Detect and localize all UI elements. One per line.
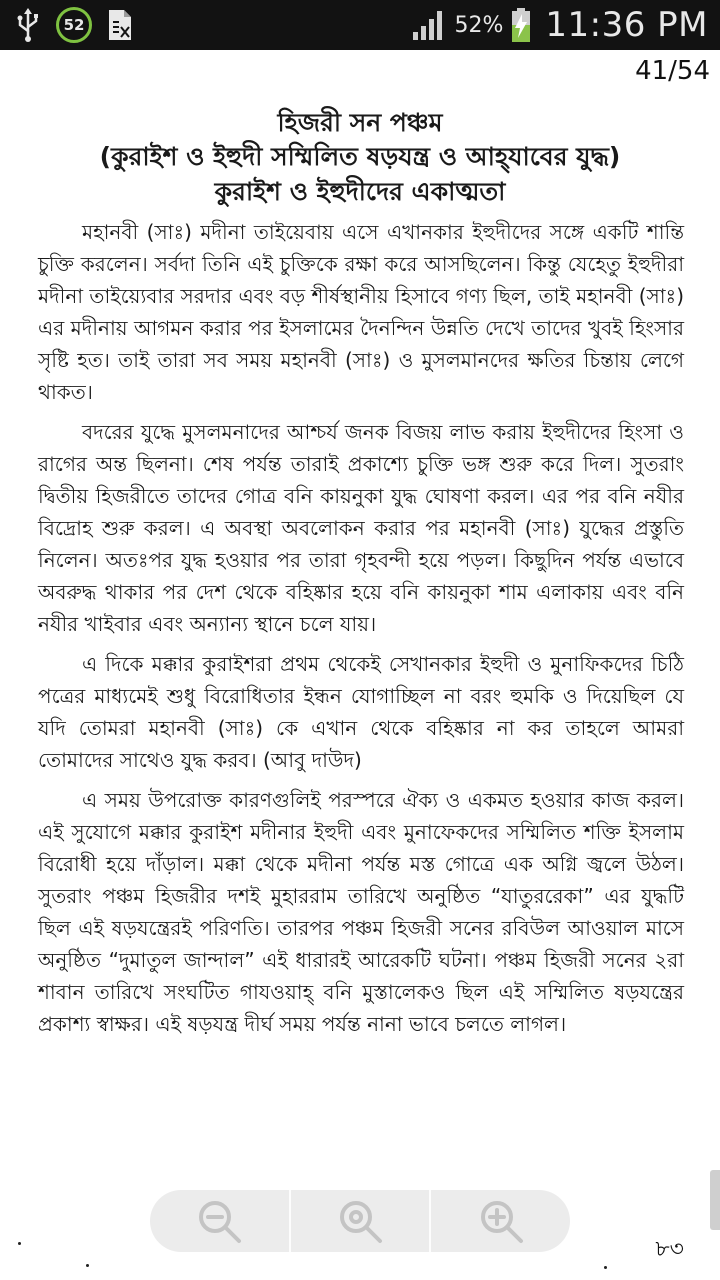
zoom-out-icon <box>193 1195 245 1247</box>
page-indicator: 41/54 <box>635 56 710 86</box>
scan-speck <box>604 1266 607 1269</box>
zoom-controls <box>150 1190 570 1252</box>
usb-icon <box>14 7 42 43</box>
document-page <box>0 96 720 210</box>
section-heading: কুরাইশ ও ইহুদীদের একাত্মতা <box>214 177 506 206</box>
paragraph: এ দিকে মক্কার কুরাইশরা প্রথম থেকেই সেখানকার ইহুদী ও মুনাফিকদের চিঠি পত্রের মাধ্যমেই শুধু বিরোধিতার ইন্ধন যোগাচ্ছিল না বরং হুমকি ও দিয়েছিল যে যদি তোমরা মহানবী (সাঃ) কে এখান থেকে বহিষ্কার না কর তাহলে আমরা তোমাদের সাথেও যুদ্ধ করব। (আবু দাউদ) <box>38 652 684 772</box>
battery-percent: 52% <box>454 12 504 38</box>
printed-page-number: ৮৩ <box>655 1237 684 1262</box>
download-badge-icon <box>56 7 92 43</box>
scan-speck <box>86 1264 89 1267</box>
notification-icons <box>14 6 134 44</box>
clock: 11:36 PM <box>545 5 708 45</box>
scroll-handle[interactable] <box>710 1170 720 1230</box>
chapter-subtitle: (কুরাইশ ও ইহুদী সম্মিলিত ষড়যন্ত্র ও আহ্‌যাবের যুদ্ধ) <box>99 142 621 171</box>
chapter-title: হিজরী সন পঞ্চম <box>277 108 443 137</box>
battery-charging-icon <box>511 8 531 42</box>
paragraph: মহানবী (সাঃ) মদীনা তাইয়েবায় এসে এখানকার ইহুদীদের সঙ্গে একটি শান্তি চুক্তি করলেন। সর্বদা তিনি এই চুক্তিকে রক্ষা করে আসছিলেন। কিন্তু যেহেতু ইহুদীরা মদীনা তাইয়্যেবার সরদার এবং বড় শীর্ষস্থানীয় হিসাবে গণ্য ছিল, তাই মহানবী (সাঃ) এর মদীনায় আগমন করার পর ইসলামের দৈনন্দিন উন্নতি দেখে তাদের খুবই হিংসার সৃষ্টি হত। তাই তারা সব সময় মহানবী (সাঃ) ও মুসলমানদের ক্ষতির চিন্তায় লেগে থাকত। <box>38 220 684 404</box>
zoom-fit-icon <box>334 1195 386 1247</box>
zoom-fit-button[interactable] <box>291 1190 432 1252</box>
document-body <box>38 216 684 1048</box>
paragraph: বদরের যুদ্ধে মুসলমনাদের আশ্চর্য জনক বিজয় লাভ করায় ইহুদীদের হিংসা ও রাগের অন্ত ছিলনা। শেষ পর্যন্ত তারাই প্রকাশ্যে চুক্তি ভঙ্গ শুরু করে দিল। সুতরাং দ্বিতীয় হিজরীতে তাদের গোত্র বনি কায়নুকা যুদ্ধ ঘোষণা করল। এর পর বনি নযীর বিদ্রোহ শুরু করল। এ অবস্থা অবলোকন করার পর মহানবী (সাঃ) যুদ্ধের প্রস্তুতি নিলেন। অতঃপর যুদ্ধ হওয়ার পর তারা গৃহবন্দী হয়ে পড়ল। কিছুদিন পর্যন্ত এভাবে অবরুদ্ধ থাকার পর দেশ থেকে বহিষ্কার হয়ে বনি কায়নুকা শাম এলাকায় এবং বনি নযীর খাইবার এবং অন্যান্য স্থানে চলে যায়। <box>38 420 684 636</box>
system-status <box>412 0 708 50</box>
zoom-in-icon <box>475 1195 527 1247</box>
status-bar <box>0 0 720 50</box>
zoom-out-button[interactable] <box>150 1190 291 1252</box>
zoom-in-button[interactable] <box>431 1190 570 1252</box>
file-icon <box>106 8 134 42</box>
scan-speck <box>18 1242 21 1245</box>
signal-icon <box>412 10 446 40</box>
paragraph: এ সময় উপরোক্ত কারণগুলিই পরস্পরে ঐক্য ও একমত হওয়ার কাজ করল। এই সুযোগে মক্কার কুরাইশ মদীনার ইহুদী এবং মুনাফেকদের সম্মিলিত শক্তি ইসলাম বিরোধী হয়ে দাঁড়াল। মক্কা থেকে মদীনা পর্যন্ত মস্ত গোত্রে এক অগ্নি জ্বলে উঠল। সুতরাং পঞ্চম হিজরীর দশই মুহাররাম তারিখে অনুষ্ঠিত “যাতুররেকা” এর যুদ্ধটি ছিল এই ষড়যন্ত্রেরই পরিণতি। তারপর পঞ্চম হিজরী সনের রবিউল আওয়াল মাসে অনুষ্ঠিত “দুমাতুল জান্দাল” এই ধারারই আরেকটি ঘটনা। পঞ্চম হিজরী সনের ২রা শাবান তারিখে সংঘটিত গাযওয়াহ্‌ বনি মুস্তালেকও ছিল এই সম্মিলিত ষড়যন্ত্রের প্রকাশ্য স্বাক্ষর। এই ষড়যন্ত্র দীর্ঘ সময় পর্যন্ত নানা ভাবে চলতে লাগল। <box>38 788 684 1036</box>
notification-count: 52 <box>63 16 85 34</box>
